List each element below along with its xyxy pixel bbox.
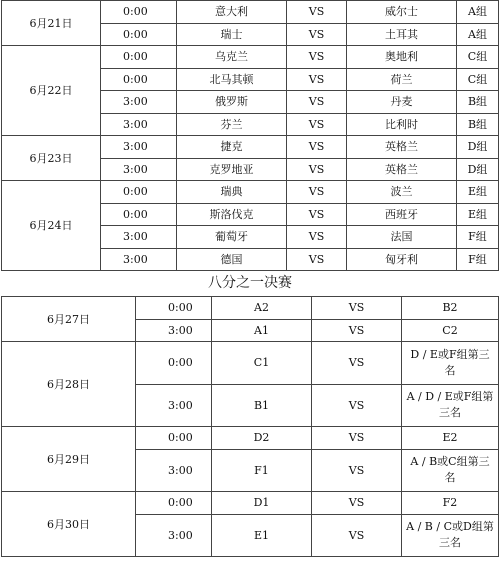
home-team: 意大利 [177, 1, 287, 24]
group-label: A组 [457, 23, 499, 46]
match-date: 6月21日 [2, 1, 101, 46]
kickoff-time: 3:00 [136, 449, 212, 492]
match-date: 6月29日 [2, 427, 136, 492]
group-stage-schedule-table [1, 0, 499, 271]
kickoff-time: 3:00 [136, 319, 212, 342]
group-label: C组 [457, 68, 499, 91]
home-team: A1 [212, 319, 312, 342]
away-team: 奥地利 [347, 46, 457, 69]
away-team: 英格兰 [347, 136, 457, 159]
home-team: C1 [212, 342, 312, 385]
group-label: E组 [457, 203, 499, 226]
table-row [2, 1, 499, 24]
kickoff-time: 0:00 [136, 297, 212, 320]
group-label: A组 [457, 1, 499, 24]
kickoff-time: 3:00 [101, 248, 177, 271]
home-team: D2 [212, 427, 312, 450]
kickoff-time: 0:00 [101, 181, 177, 204]
group-label: C组 [457, 46, 499, 69]
versus-label: VS [287, 158, 347, 181]
versus-label: VS [312, 384, 402, 427]
home-team: 俄罗斯 [177, 91, 287, 114]
table-row [2, 427, 499, 450]
home-team: 瑞典 [177, 181, 287, 204]
group-label: E组 [457, 181, 499, 204]
match-date: 6月27日 [2, 297, 136, 342]
home-team: 北马其顿 [177, 68, 287, 91]
kickoff-time: 0:00 [101, 203, 177, 226]
away-team: E2 [402, 427, 499, 450]
away-team: A / B或C组第三名 [402, 449, 499, 492]
kickoff-time: 0:00 [101, 46, 177, 69]
versus-label: VS [287, 203, 347, 226]
versus-label: VS [312, 449, 402, 492]
away-team: F2 [402, 492, 499, 515]
versus-label: VS [312, 342, 402, 385]
match-date: 6月28日 [2, 342, 136, 427]
home-team: D1 [212, 492, 312, 515]
kickoff-time: 3:00 [101, 91, 177, 114]
group-label: D组 [457, 158, 499, 181]
home-team: 葡萄牙 [177, 226, 287, 249]
kickoff-time: 0:00 [101, 1, 177, 24]
kickoff-time: 0:00 [136, 492, 212, 515]
away-team: A / D / E或F组第三名 [402, 384, 499, 427]
group-label: F组 [457, 248, 499, 271]
away-team: D / E或F组第三名 [402, 342, 499, 385]
away-team: 威尔士 [347, 1, 457, 24]
home-team: 克罗地亚 [177, 158, 287, 181]
away-team: C2 [402, 319, 499, 342]
kickoff-time: 3:00 [136, 514, 212, 557]
versus-label: VS [287, 136, 347, 159]
home-team: 德国 [177, 248, 287, 271]
home-team: 芬兰 [177, 113, 287, 136]
round-of-16-title: 八分之一决赛 [208, 275, 292, 291]
home-team: F1 [212, 449, 312, 492]
versus-label: VS [287, 68, 347, 91]
kickoff-time: 3:00 [136, 384, 212, 427]
match-date: 6月22日 [2, 46, 101, 136]
versus-label: VS [312, 514, 402, 557]
home-team: 斯洛伐克 [177, 203, 287, 226]
away-team: 匈牙利 [347, 248, 457, 271]
kickoff-time: 3:00 [101, 226, 177, 249]
versus-label: VS [287, 113, 347, 136]
home-team: 捷克 [177, 136, 287, 159]
kickoff-time: 0:00 [136, 427, 212, 450]
group-label: B组 [457, 113, 499, 136]
kickoff-time: 0:00 [101, 23, 177, 46]
kickoff-time: 3:00 [101, 158, 177, 181]
away-team: 荷兰 [347, 68, 457, 91]
group-label: D组 [457, 136, 499, 159]
group-label: B组 [457, 91, 499, 114]
home-team: A2 [212, 297, 312, 320]
round-of-16-schedule-table [1, 296, 499, 557]
home-team: E1 [212, 514, 312, 557]
away-team: A / B / C或D组第三名 [402, 514, 499, 557]
home-team: B1 [212, 384, 312, 427]
kickoff-time: 0:00 [136, 342, 212, 385]
away-team: B2 [402, 297, 499, 320]
table-row [2, 136, 499, 159]
match-date: 6月30日 [2, 492, 136, 557]
table-row [2, 342, 499, 385]
away-team: 比利时 [347, 113, 457, 136]
versus-label: VS [312, 297, 402, 320]
versus-label: VS [287, 248, 347, 271]
home-team: 瑞士 [177, 23, 287, 46]
versus-label: VS [312, 319, 402, 342]
table-row [2, 181, 499, 204]
kickoff-time: 3:00 [101, 136, 177, 159]
versus-label: VS [287, 226, 347, 249]
away-team: 英格兰 [347, 158, 457, 181]
kickoff-time: 0:00 [101, 68, 177, 91]
away-team: 西班牙 [347, 203, 457, 226]
versus-label: VS [312, 427, 402, 450]
home-team: 乌克兰 [177, 46, 287, 69]
match-date: 6月24日 [2, 181, 101, 271]
versus-label: VS [287, 91, 347, 114]
match-date: 6月23日 [2, 136, 101, 181]
kickoff-time: 3:00 [101, 113, 177, 136]
table-row [2, 46, 499, 69]
away-team: 土耳其 [347, 23, 457, 46]
table-row [2, 297, 499, 320]
group-label: F组 [457, 226, 499, 249]
away-team: 法国 [347, 226, 457, 249]
versus-label: VS [287, 23, 347, 46]
versus-label: VS [312, 492, 402, 515]
versus-label: VS [287, 46, 347, 69]
versus-label: VS [287, 181, 347, 204]
away-team: 波兰 [347, 181, 457, 204]
versus-label: VS [287, 1, 347, 24]
away-team: 丹麦 [347, 91, 457, 114]
table-row [2, 492, 499, 515]
